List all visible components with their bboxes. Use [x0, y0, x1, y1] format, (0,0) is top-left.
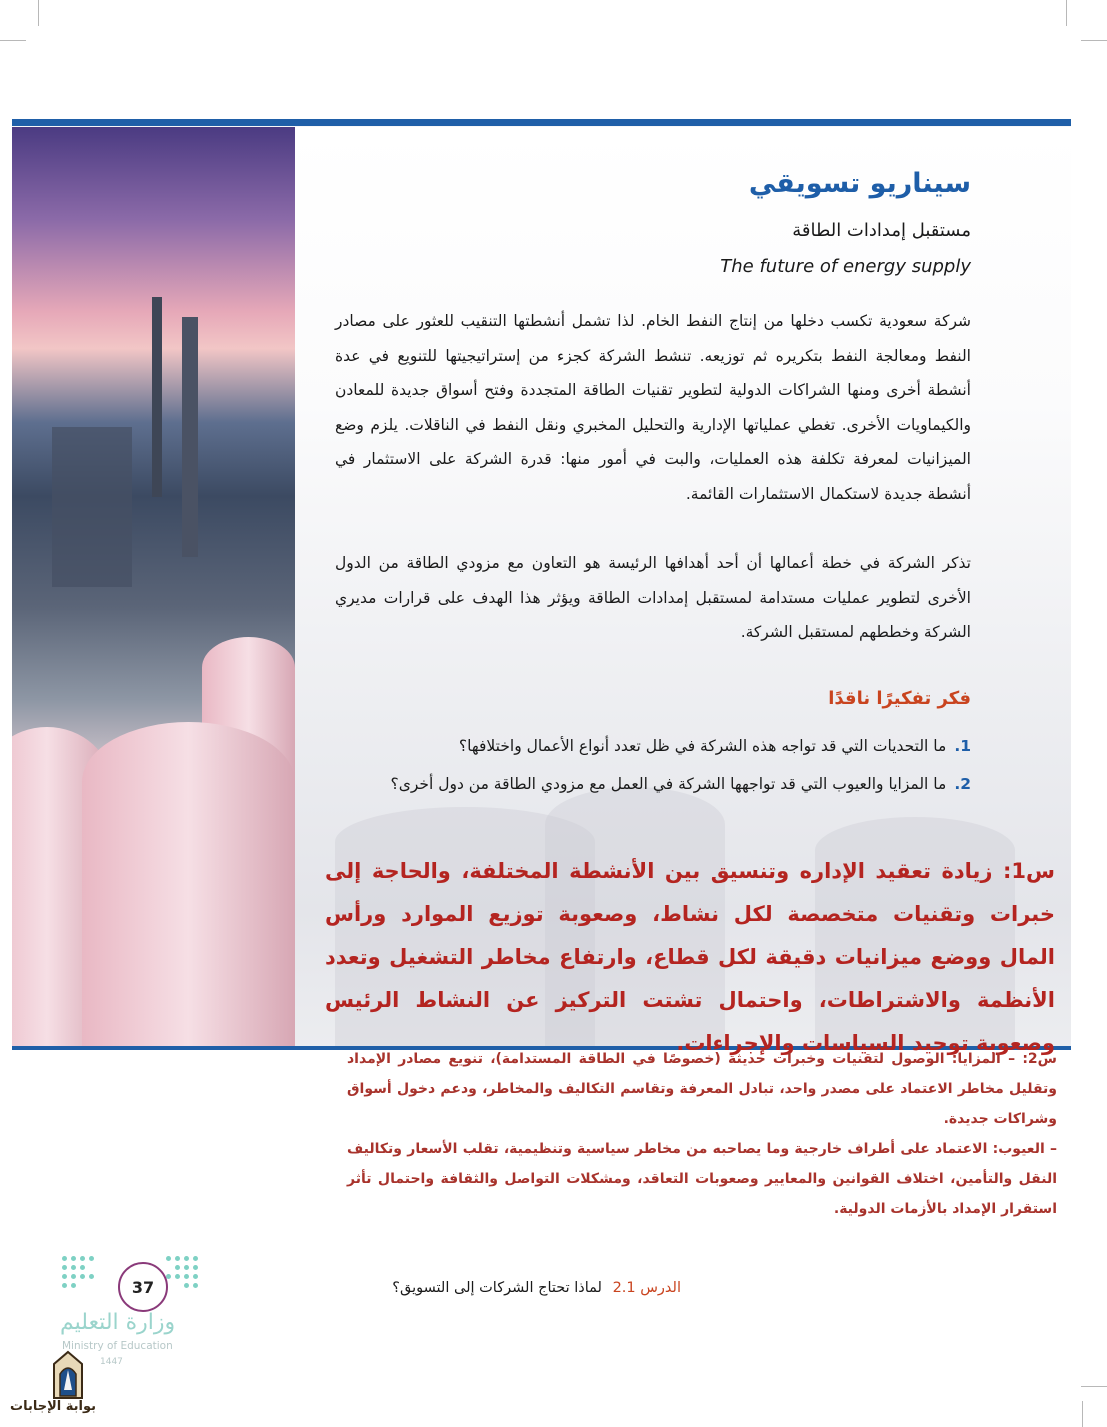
lesson-title: لماذا تحتاج الشركات إلى التسويق؟ [392, 1280, 602, 1296]
crop-mark [0, 40, 26, 41]
page-title: سيناريو تسويقي [748, 168, 971, 199]
crop-mark [1081, 40, 1107, 41]
subtitle-arabic: مستقبل إمدادات الطاقة [792, 220, 971, 241]
subtitle-english: The future of energy supply [720, 256, 971, 277]
answer-2-cons: – العيوب: الاعتماد على أطراف خارجية وما يصاحبه من مخاطر سياسية وتنظيمية، تقلب الأسعار وتكاليف النقل والتأمين، اختلاف القوانين والمعايير وصعوبات التعاقد، ومشكلات التواصل والثقافة واحتمال تأثر استقرار الإمداد بالأزمات الدولية. [347, 1141, 1057, 1217]
question-number: 2. [954, 775, 971, 793]
ministry-year: 1447 [100, 1357, 123, 1367]
ministry-name-english: Ministry of Education [62, 1340, 173, 1352]
question-text: ما المزايا والعيوب التي قد تواجهها الشركة في العمل مع مزودي الطاقة من دول أخرى؟ [390, 775, 947, 793]
answer-2-pros: س2: – المزايا: الوصول لتقنيات وخبرات حديثة (خصوصًا في الطاقة المستدامة)، تنويع مصادر الإمداد وتقليل مخاطر الاعتماد على مصدر واحد، تبادل المعرفة وتقاسم التكاليف والمخاطر، ودعم دخول أسواق وشراكات جديدة. [347, 1051, 1057, 1127]
crop-mark [1081, 1386, 1107, 1387]
crop-mark [38, 0, 39, 26]
ministry-name-arabic: وزارة التعليم [60, 1310, 176, 1335]
question-number: 1. [954, 737, 971, 755]
answer-1: س1: زيادة تعقيد الإداره وتنسيق بين الأنشطة المختلفة، والحاجة إلى خبرات وتقنيات متخصصة لكل نشاط، وصعوبة توزيع الموارد ورأس المال ووضع ميزانيات دقيقة لكل قطاع، وارتفاع مخاطر التشغيل وتعدد الأنظمة والاشتراطات، واحتمال تشتت التركيز عن النشاط الرئيس وصعوبة توحيد السياسات والإجراءات. [325, 859, 1055, 1055]
lesson-label: الدرس 2.1 [612, 1280, 681, 1296]
page-number: 37 [118, 1262, 168, 1312]
top-accent-bar [12, 119, 1071, 126]
question-text: ما التحديات التي قد تواجه هذه الشركة في ظل تعدد أنواع الأعمال واختلافها؟ [458, 737, 947, 755]
question-1 [335, 728, 971, 764]
question-2 [335, 766, 971, 802]
portal-name: بوابة الإجابات [10, 1399, 96, 1414]
refinery-photo [12, 127, 295, 1050]
lesson-footer [392, 1280, 681, 1296]
crop-mark [1082, 1401, 1083, 1427]
scenario-paragraph-1: شركة سعودية تكسب دخلها من إنتاج النفط الخام. لذا تشمل أنشطتها التنقيب للعثور على مصادر النفط ومعالجة النفط بتكريره ثم توزيعه. تنشط الشركة كجزء من إستراتيجيتها للتنويع في عدة أنشطة أخرى ومنها الشراكات الدولية لتطوير تقنيات الطاقة المتجددة وفتح أسواق جديدة للمعادن والكيماويات الأخرى. تغطي عملياتها الإدارية والتحليل المخبري ونقل النفط في الناقلات. يلزم وضع الميزانيات لمعرفة تكلفة هذه العمليات، والبت في أمور منها: قدرة الشركة على الاستثمار في أنشطة جديدة لاستكمال الاستثمارات القائمة. [335, 312, 971, 503]
answer-2 [347, 1044, 1057, 1224]
portal-logo-icon [46, 1350, 90, 1400]
crop-mark [1066, 0, 1067, 26]
scenario-paragraph-2: تذكر الشركة في خطة أعمالها أن أحد أهدافها الرئيسة هو التعاون مع مزودي الطاقة من الدول الأخرى لتطوير عمليات مستدامة لمستقبل إمدادات الطاقة ويؤثر هذا الهدف على قرارات مديري الشركة وخططهم لمستقبل الشركة. [335, 554, 971, 641]
critical-thinking-heading: فكر تفكيرًا ناقدًا [828, 688, 971, 709]
